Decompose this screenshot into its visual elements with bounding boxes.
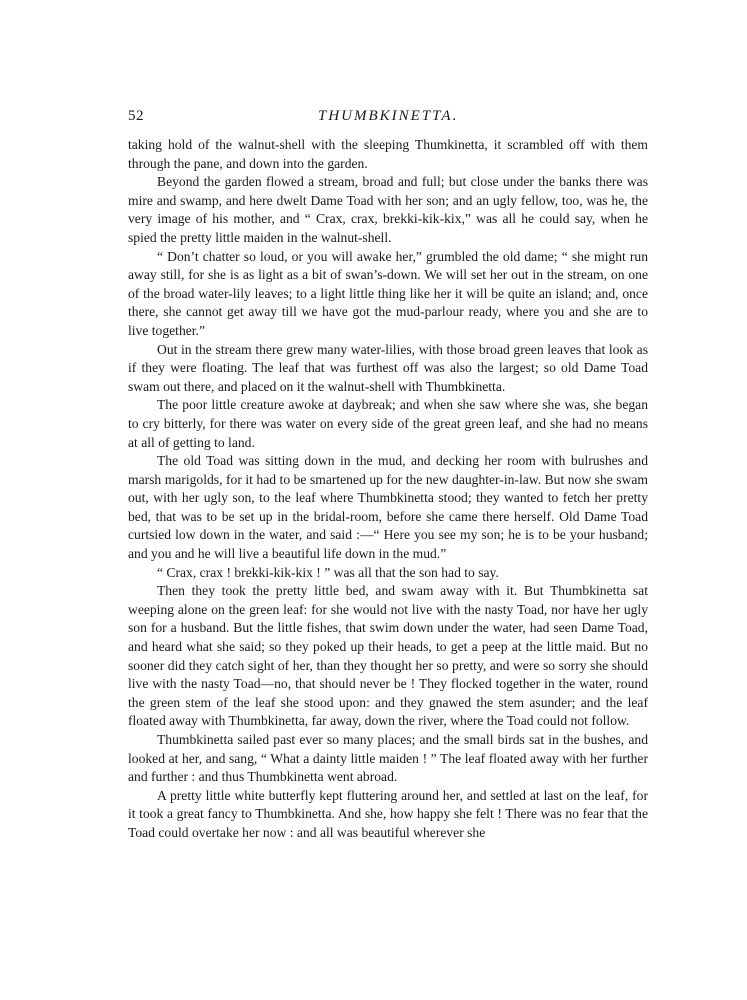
paragraph: “ Don’t chatter so loud, or you will awake her,” grumbled the old dame; “ she might run away still, for she is as light as a bit of swan’s-down. We will set her out in the stream, on one of the broad water-lily leaves; to a light little thing like her it will be quite an island; and, once there, she cannot get away till we have got the mud-parlour ready, where you and she are to live together.” [128, 248, 648, 338]
paragraph: Then they took the pretty little bed, and swam away with it. But Thumbkinetta sat weeping alone on the green leaf: for she would not live with the nasty Toad, nor have her ugly son for a husband. But the little fishes, that swim down under the water, had seen Dame Toad, and heard what she said; so they poked up their heads, to get a peep at the little maid. But no sooner did they catch sight of her, than they thought her so pretty, and were so sorry she should live with the nasty Toad—no, that should never be ! They flocked together in the water, round the green stem of the leaf she stood upon: and they gnawed the stem asunder; and the leaf floated away with Thumbkinetta, far away, down the river, where the Toad could not follow. [128, 583, 648, 729]
page-header [128, 108, 648, 128]
paragraph: A pretty little white butterfly kept fluttering around her, and settled at last on the leaf, for it took a great fancy to Thumbkinetta. And she, how happy she felt ! There was no fear that the Toad could overtake her now : and all was beautiful wherever she [128, 787, 648, 840]
paragraph: Thumbkinetta sailed past ever so many places; and the small birds sat in the bushes, and looked at her, and sang, “ What a dainty little maiden ! ” The leaf floated away with her further and further : and thus Thumbkinetta went abroad. [128, 732, 648, 785]
page-number: 52 [128, 108, 144, 124]
body-text [128, 136, 648, 843]
paragraph: The old Toad was sitting down in the mud, and decking her room with bulrushes and marsh marigolds, for it had to be smartened up for the new daughter-in-law. But now she swam out, with her ugly son, to the leaf where Thumbkinetta stood; they wanted to fetch her pretty bed, that was to be set up in the bridal-room, before she came there herself. Old Dame Toad curtsied low down in the water, and said :—“ Here you see my son; he is to be your husband; and you and he will live a beautiful life down in the mud.” [128, 453, 648, 562]
paragraph: Beyond the garden flowed a stream, broad and full; but close under the banks there was mire and swamp, and here dwelt Dame Toad with her son; and an ugly fellow, too, was he, the very image of his mother, and “ Crax, crax, brekki-kik-kix,” was all he could say, when he spied the pretty little maiden in the walnut-shell. [128, 174, 648, 245]
running-title: THUMBKINETTA. [318, 108, 459, 124]
paragraph: The poor little creature awoke at daybreak; and when she saw where she was, she began to cry bitterly, for there was water on every side of the great green leaf, and she had no means at all of getting to land. [128, 397, 648, 450]
paragraph: Out in the stream there grew many water-lilies, with those broad green leaves that look as if they were floating. The leaf that was furthest off was also the largest; so old Dame Toad swam out there, and placed on it the walnut-shell with Thumbkinetta. [128, 341, 648, 394]
paragraph: “ Crax, crax ! brekki-kik-kix ! ” was all that the son had to say. [157, 564, 499, 580]
paragraph: taking hold of the walnut-shell with the sleeping Thumkinetta, it scrambled off with them through the pane, and down into the garden. [128, 137, 648, 171]
